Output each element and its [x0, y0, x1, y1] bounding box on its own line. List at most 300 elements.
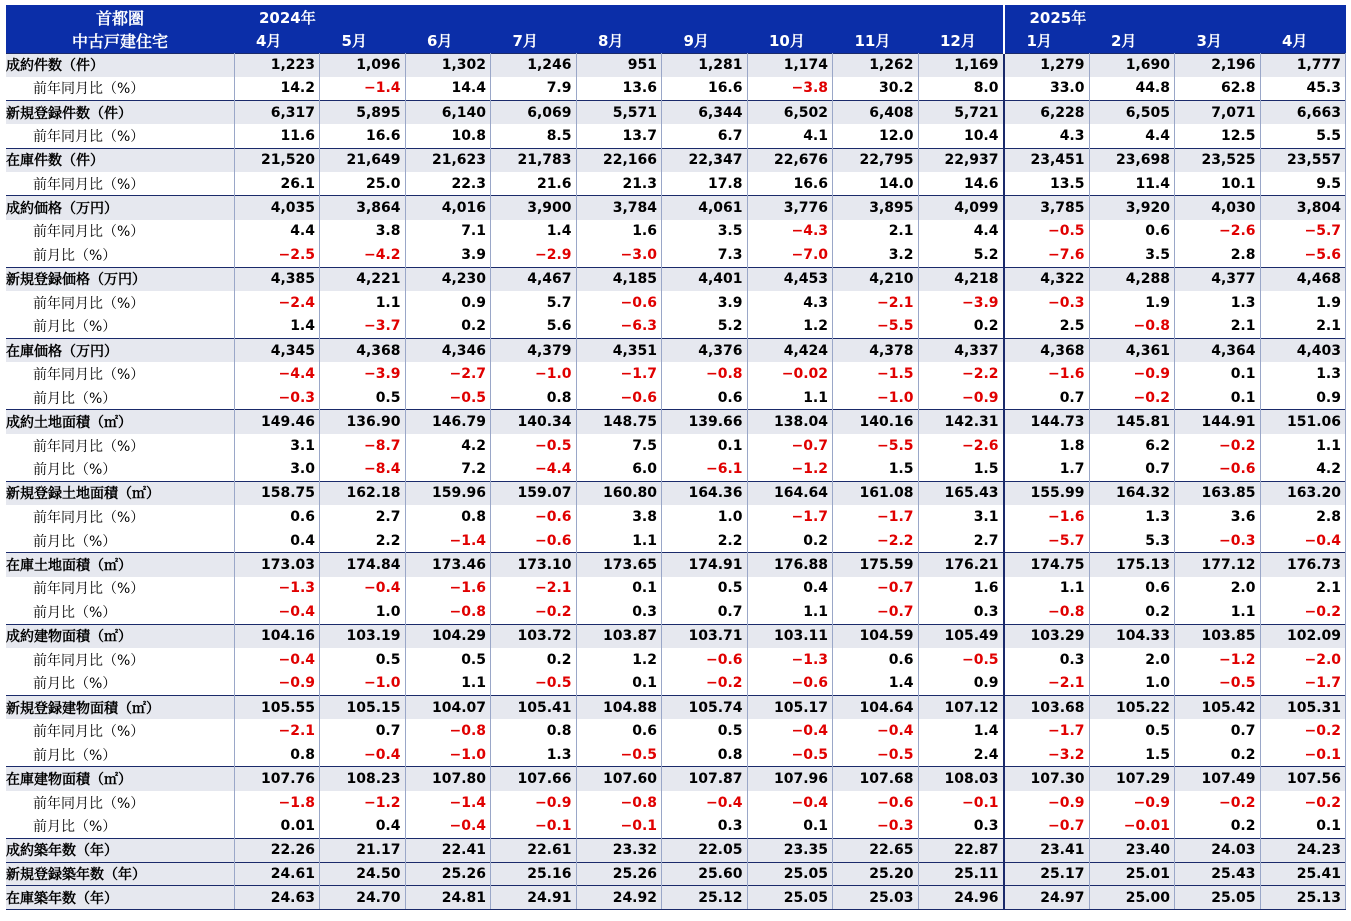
table-cell: 1.7 — [1004, 458, 1090, 482]
table-cell: −1.7 — [576, 362, 662, 386]
table-cell: 4,035 — [234, 196, 320, 220]
table-cell: 7.5 — [576, 434, 662, 458]
table-cell: 0.7 — [662, 600, 748, 624]
table-cell: 155.99 — [1004, 481, 1090, 505]
table-row-change — [6, 315, 1346, 339]
table-cell: −1.3 — [234, 577, 320, 601]
table-row-metric — [6, 196, 1346, 220]
table-cell: 4.2 — [405, 434, 491, 458]
table-cell: 174.75 — [1004, 553, 1090, 577]
table-cell: 7.1 — [405, 220, 491, 244]
table-cell: 1,174 — [747, 53, 833, 77]
table-cell: −1.6 — [1004, 362, 1090, 386]
table-cell: 0.4 — [234, 529, 320, 553]
table-cell: 103.87 — [576, 624, 662, 648]
table-cell: 146.79 — [405, 410, 491, 434]
table-cell: 107.49 — [1175, 767, 1261, 791]
table-cell: −0.9 — [1089, 362, 1175, 386]
table-cell: 21,649 — [320, 148, 406, 172]
row-label: 成約価格（万円） — [6, 196, 234, 220]
table-cell: 11.4 — [1089, 172, 1175, 196]
table-cell: 1.8 — [1004, 434, 1090, 458]
table-cell: 25.0 — [320, 172, 406, 196]
table-cell: −7.6 — [1004, 243, 1090, 267]
table-cell: 144.91 — [1175, 410, 1261, 434]
table-cell: 0.1 — [747, 815, 833, 839]
table-cell: 3,785 — [1004, 196, 1090, 220]
table-cell: 0.6 — [576, 719, 662, 743]
table-cell: 2.8 — [1260, 505, 1346, 529]
table-row-change — [6, 529, 1346, 553]
table-cell: 6,140 — [405, 101, 491, 125]
row-label: 新規登録築年数（年） — [6, 862, 234, 886]
table-cell: −0.8 — [662, 362, 748, 386]
table-cell: −5.7 — [1260, 220, 1346, 244]
table-row-metric — [6, 553, 1346, 577]
row-label: 新規登録件数（件） — [6, 101, 234, 125]
table-cell: 11.6 — [234, 124, 320, 148]
table-cell: 0.2 — [1089, 600, 1175, 624]
table-cell: 25.26 — [576, 862, 662, 886]
table-cell: 0.4 — [320, 815, 406, 839]
table-cell: 1.5 — [918, 458, 1004, 482]
table-cell: −3.9 — [320, 362, 406, 386]
table-row-metric — [6, 339, 1346, 363]
table-cell: 6,663 — [1260, 101, 1346, 125]
table-cell: 2.1 — [833, 220, 919, 244]
table-cell: 176.73 — [1260, 553, 1346, 577]
table-cell: 25.11 — [918, 862, 1004, 886]
month-header: 12月 — [918, 29, 1004, 53]
table-cell: 10.4 — [918, 124, 1004, 148]
table-cell: −4.4 — [491, 458, 577, 482]
table-cell: 24.63 — [234, 886, 320, 910]
table-cell: 10.1 — [1175, 172, 1261, 196]
table-cell: 21,520 — [234, 148, 320, 172]
table-cell: 138.04 — [747, 410, 833, 434]
table-cell: 0.9 — [1260, 386, 1346, 410]
table-cell: 0.6 — [662, 386, 748, 410]
table-cell: 25.12 — [662, 886, 748, 910]
table-cell: −0.9 — [918, 386, 1004, 410]
table-cell: 25.43 — [1175, 862, 1261, 886]
table-cell: 1.3 — [1175, 291, 1261, 315]
table-cell: 107.29 — [1089, 767, 1175, 791]
table-cell: 140.34 — [491, 410, 577, 434]
table-cell: 165.43 — [918, 481, 1004, 505]
data-table-wrapper — [6, 5, 1346, 910]
table-cell: −1.4 — [320, 77, 406, 101]
table-cell: 21,783 — [491, 148, 577, 172]
table-cell: 2.4 — [918, 743, 1004, 767]
table-cell: 4,376 — [662, 339, 748, 363]
table-cell: 1.1 — [747, 386, 833, 410]
table-cell: −2.1 — [491, 577, 577, 601]
table-cell: 3.2 — [833, 243, 919, 267]
table-cell: 0.3 — [918, 600, 1004, 624]
table-cell: 1.6 — [576, 220, 662, 244]
table-cell: −2.1 — [234, 719, 320, 743]
table-cell: 164.64 — [747, 481, 833, 505]
table-row-change — [6, 220, 1346, 244]
table-cell: 1,223 — [234, 53, 320, 77]
table-row-change — [6, 505, 1346, 529]
table-cell: 105.42 — [1175, 696, 1261, 720]
table-cell: 2.5 — [1004, 315, 1090, 339]
row-label: 成約築年数（年） — [6, 838, 234, 862]
row-label: 前年同月比（%） — [6, 719, 234, 743]
table-cell: 3,804 — [1260, 196, 1346, 220]
table-cell: 24.50 — [320, 862, 406, 886]
table-cell: −2.0 — [1260, 648, 1346, 672]
table-cell: 7,071 — [1175, 101, 1261, 125]
table-cell: 103.85 — [1175, 624, 1261, 648]
table-cell: −2.6 — [918, 434, 1004, 458]
table-cell: 174.91 — [662, 553, 748, 577]
table-cell: 24.23 — [1260, 838, 1346, 862]
table-cell: 161.08 — [833, 481, 919, 505]
table-cell: 23,451 — [1004, 148, 1090, 172]
table-row-change — [6, 719, 1346, 743]
row-label: 在庫件数（件） — [6, 148, 234, 172]
table-cell: 25.01 — [1089, 862, 1175, 886]
table-cell: 107.76 — [234, 767, 320, 791]
table-cell: 62.8 — [1175, 77, 1261, 101]
table-cell: 6,317 — [234, 101, 320, 125]
table-row-change — [6, 600, 1346, 624]
table-cell: 2.1 — [1260, 577, 1346, 601]
table-cell: 3,784 — [576, 196, 662, 220]
table-cell: 4,403 — [1260, 339, 1346, 363]
table-cell: 16.6 — [747, 172, 833, 196]
table-cell: 2.1 — [1175, 315, 1261, 339]
table-cell: −0.5 — [491, 434, 577, 458]
table-cell: 4.3 — [747, 291, 833, 315]
table-cell: 1.1 — [1004, 577, 1090, 601]
row-label: 前年同月比（%） — [6, 124, 234, 148]
table-cell: −1.8 — [234, 791, 320, 815]
table-cell: 1.0 — [320, 600, 406, 624]
table-cell: −0.4 — [320, 577, 406, 601]
table-cell: −0.9 — [1004, 791, 1090, 815]
table-cell: 103.29 — [1004, 624, 1090, 648]
table-cell: 1,262 — [833, 53, 919, 77]
table-cell: 4,379 — [491, 339, 577, 363]
table-cell: 5.6 — [491, 315, 577, 339]
table-cell: 25.16 — [491, 862, 577, 886]
table-cell: 4.2 — [1260, 458, 1346, 482]
table-cell: 1,281 — [662, 53, 748, 77]
table-cell: 0.1 — [1175, 386, 1261, 410]
month-header: 4月 — [1260, 29, 1346, 53]
row-label: 新規登録価格（万円） — [6, 267, 234, 291]
table-cell: 145.81 — [1089, 410, 1175, 434]
table-cell: 1.4 — [234, 315, 320, 339]
table-cell: 2.2 — [662, 529, 748, 553]
month-header: 11月 — [833, 29, 919, 53]
table-row-change — [6, 577, 1346, 601]
table-cell: 6,228 — [1004, 101, 1090, 125]
table-cell: 1.3 — [1260, 362, 1346, 386]
table-cell: 2.8 — [1175, 243, 1261, 267]
table-cell: 4,467 — [491, 267, 577, 291]
table-cell: 7.3 — [662, 243, 748, 267]
table-cell: 107.60 — [576, 767, 662, 791]
table-cell: 5,571 — [576, 101, 662, 125]
table-cell: 107.68 — [833, 767, 919, 791]
table-cell: 0.7 — [1089, 458, 1175, 482]
table-cell: 149.46 — [234, 410, 320, 434]
row-label: 前年同月比（%） — [6, 648, 234, 672]
table-cell: 21.6 — [491, 172, 577, 196]
table-cell: 4,061 — [662, 196, 748, 220]
table-cell: 107.66 — [491, 767, 577, 791]
table-cell: 33.0 — [1004, 77, 1090, 101]
month-header: 5月 — [320, 29, 406, 53]
table-cell: −1.7 — [1004, 719, 1090, 743]
table-cell: −3.8 — [747, 77, 833, 101]
table-cell: 21.3 — [576, 172, 662, 196]
table-row-change — [6, 362, 1346, 386]
table-cell: 4,377 — [1175, 267, 1261, 291]
table-cell: 14.6 — [918, 172, 1004, 196]
table-cell: 4.3 — [1004, 124, 1090, 148]
table-cell: −0.1 — [918, 791, 1004, 815]
table-cell: 0.2 — [1175, 815, 1261, 839]
table-cell: 3,864 — [320, 196, 406, 220]
table-cell: 142.31 — [918, 410, 1004, 434]
table-cell: −1.7 — [747, 505, 833, 529]
table-cell: 16.6 — [320, 124, 406, 148]
table-cell: 25.00 — [1089, 886, 1175, 910]
row-label: 前月比（%） — [6, 600, 234, 624]
table-cell: −0.7 — [833, 600, 919, 624]
table-cell: 4,385 — [234, 267, 320, 291]
table-cell: 107.12 — [918, 696, 1004, 720]
table-cell: 22.3 — [405, 172, 491, 196]
property-type-label: 中古戸建住宅 — [6, 29, 234, 53]
table-cell: −0.4 — [662, 791, 748, 815]
table-cell: 23,557 — [1260, 148, 1346, 172]
table-cell: 105.31 — [1260, 696, 1346, 720]
table-cell: 22,347 — [662, 148, 748, 172]
table-cell: −3.0 — [576, 243, 662, 267]
table-cell: 12.0 — [833, 124, 919, 148]
table-cell: 1.1 — [405, 672, 491, 696]
table-cell: −1.5 — [833, 362, 919, 386]
table-cell: 2.1 — [1260, 315, 1346, 339]
table-cell: 148.75 — [576, 410, 662, 434]
table-cell: 2.7 — [918, 529, 1004, 553]
row-label: 前月比（%） — [6, 243, 234, 267]
table-cell: 22,166 — [576, 148, 662, 172]
table-cell: −0.6 — [662, 648, 748, 672]
table-cell: −4.3 — [747, 220, 833, 244]
table-cell: 0.2 — [1175, 743, 1261, 767]
table-cell: −8.7 — [320, 434, 406, 458]
table-cell: 16.6 — [662, 77, 748, 101]
table-cell: −0.2 — [491, 600, 577, 624]
table-cell: 177.12 — [1175, 553, 1261, 577]
table-cell: −2.7 — [405, 362, 491, 386]
table-cell: −1.0 — [320, 672, 406, 696]
table-cell: 104.33 — [1089, 624, 1175, 648]
table-cell: −4.4 — [234, 362, 320, 386]
table-cell: 0.2 — [747, 529, 833, 553]
table-cell: 4,099 — [918, 196, 1004, 220]
table-cell: 22.26 — [234, 838, 320, 862]
table-cell: 5.5 — [1260, 124, 1346, 148]
table-cell: 0.2 — [918, 315, 1004, 339]
table-cell: 1.2 — [747, 315, 833, 339]
table-cell: 1,690 — [1089, 53, 1175, 77]
table-cell: 0.5 — [662, 577, 748, 601]
table-cell: 1,777 — [1260, 53, 1346, 77]
table-cell: 105.17 — [747, 696, 833, 720]
table-cell: 104.59 — [833, 624, 919, 648]
table-cell: −6.3 — [576, 315, 662, 339]
row-label: 前年同月比（%） — [6, 505, 234, 529]
table-cell: 4,378 — [833, 339, 919, 363]
table-cell: 1.6 — [918, 577, 1004, 601]
table-cell: 107.80 — [405, 767, 491, 791]
table-cell: −0.5 — [405, 386, 491, 410]
table-cell: −0.6 — [833, 791, 919, 815]
table-cell: 4,468 — [1260, 267, 1346, 291]
table-cell: 159.96 — [405, 481, 491, 505]
table-cell: −0.4 — [833, 719, 919, 743]
table-cell: 0.1 — [576, 672, 662, 696]
row-label: 在庫建物面積（㎡） — [6, 767, 234, 791]
table-cell: 4.1 — [747, 124, 833, 148]
table-cell: 1.5 — [833, 458, 919, 482]
table-cell: 4,221 — [320, 267, 406, 291]
table-row-metric — [6, 886, 1346, 910]
table-cell: 3,776 — [747, 196, 833, 220]
table-row-change — [6, 172, 1346, 196]
table-cell: 139.66 — [662, 410, 748, 434]
table-cell: −0.02 — [747, 362, 833, 386]
row-label: 前月比（%） — [6, 672, 234, 696]
table-cell: 107.30 — [1004, 767, 1090, 791]
table-cell: −0.9 — [491, 791, 577, 815]
table-cell: 173.65 — [576, 553, 662, 577]
table-cell: 4,337 — [918, 339, 1004, 363]
row-label: 前月比（%） — [6, 815, 234, 839]
table-cell: 3.9 — [662, 291, 748, 315]
row-label: 新規登録建物面積（㎡） — [6, 696, 234, 720]
table-cell: 1,279 — [1004, 53, 1090, 77]
table-cell: −4.2 — [320, 243, 406, 267]
table-cell: 1.1 — [1175, 600, 1261, 624]
table-cell: 107.56 — [1260, 767, 1346, 791]
table-cell: 14.0 — [833, 172, 919, 196]
table-cell: 0.7 — [1004, 386, 1090, 410]
table-cell: 164.32 — [1089, 481, 1175, 505]
table-cell: 4,218 — [918, 267, 1004, 291]
table-cell: −0.9 — [234, 672, 320, 696]
table-cell: 158.75 — [234, 481, 320, 505]
table-cell: 1.0 — [662, 505, 748, 529]
row-label: 前年同月比（%） — [6, 362, 234, 386]
table-cell: 7.2 — [405, 458, 491, 482]
table-cell: −1.2 — [320, 791, 406, 815]
table-cell: 13.5 — [1004, 172, 1090, 196]
table-cell: 4,368 — [1004, 339, 1090, 363]
table-cell: 173.10 — [491, 553, 577, 577]
table-cell: −2.4 — [234, 291, 320, 315]
table-cell: 3,895 — [833, 196, 919, 220]
table-row-change — [6, 458, 1346, 482]
header-row-month — [6, 29, 1346, 53]
table-cell: −0.6 — [491, 505, 577, 529]
row-label: 在庫築年数（年） — [6, 886, 234, 910]
table-row-metric — [6, 148, 1346, 172]
table-cell: 0.6 — [833, 648, 919, 672]
table-row-change — [6, 791, 1346, 815]
table-cell: 136.90 — [320, 410, 406, 434]
table-cell: 0.5 — [405, 648, 491, 672]
table-cell: 0.5 — [662, 719, 748, 743]
table-cell: 951 — [576, 53, 662, 77]
table-cell: 4,424 — [747, 339, 833, 363]
table-cell: 26.1 — [234, 172, 320, 196]
table-cell: 24.91 — [491, 886, 577, 910]
table-cell: 174.84 — [320, 553, 406, 577]
table-cell: −2.5 — [234, 243, 320, 267]
table-cell: −0.1 — [1260, 743, 1346, 767]
table-cell: 6,502 — [747, 101, 833, 125]
table-cell: 30.2 — [833, 77, 919, 101]
table-cell: 25.60 — [662, 862, 748, 886]
table-cell: 1.3 — [491, 743, 577, 767]
table-cell: 0.6 — [1089, 577, 1175, 601]
table-cell: 4.4 — [918, 220, 1004, 244]
table-cell: 104.16 — [234, 624, 320, 648]
table-cell: 24.96 — [918, 886, 1004, 910]
table-cell: 4.4 — [234, 220, 320, 244]
table-header — [6, 5, 1346, 53]
table-cell: 21.17 — [320, 838, 406, 862]
table-cell: −2.9 — [491, 243, 577, 267]
table-cell: 4,401 — [662, 267, 748, 291]
table-cell: 10.8 — [405, 124, 491, 148]
table-cell: 4,322 — [1004, 267, 1090, 291]
row-label: 前月比（%） — [6, 529, 234, 553]
table-cell: −1.7 — [833, 505, 919, 529]
table-cell: 151.06 — [1260, 410, 1346, 434]
table-cell: 5.2 — [662, 315, 748, 339]
table-cell: 108.03 — [918, 767, 1004, 791]
table-cell: 0.8 — [662, 743, 748, 767]
table-body — [6, 53, 1346, 910]
table-cell: 0.6 — [234, 505, 320, 529]
table-cell: 24.81 — [405, 886, 491, 910]
row-label: 前年同月比（%） — [6, 577, 234, 601]
table-cell: 3.6 — [1175, 505, 1261, 529]
table-cell: −0.7 — [747, 434, 833, 458]
table-cell: 1.1 — [576, 529, 662, 553]
table-cell: 0.9 — [918, 672, 1004, 696]
table-cell: −1.0 — [833, 386, 919, 410]
table-cell: −2.1 — [833, 291, 919, 315]
table-cell: 4,016 — [405, 196, 491, 220]
table-cell: 163.85 — [1175, 481, 1261, 505]
table-cell: −0.6 — [576, 291, 662, 315]
table-cell: 25.13 — [1260, 886, 1346, 910]
row-label: 在庫土地面積（㎡） — [6, 553, 234, 577]
table-cell: −0.6 — [491, 529, 577, 553]
